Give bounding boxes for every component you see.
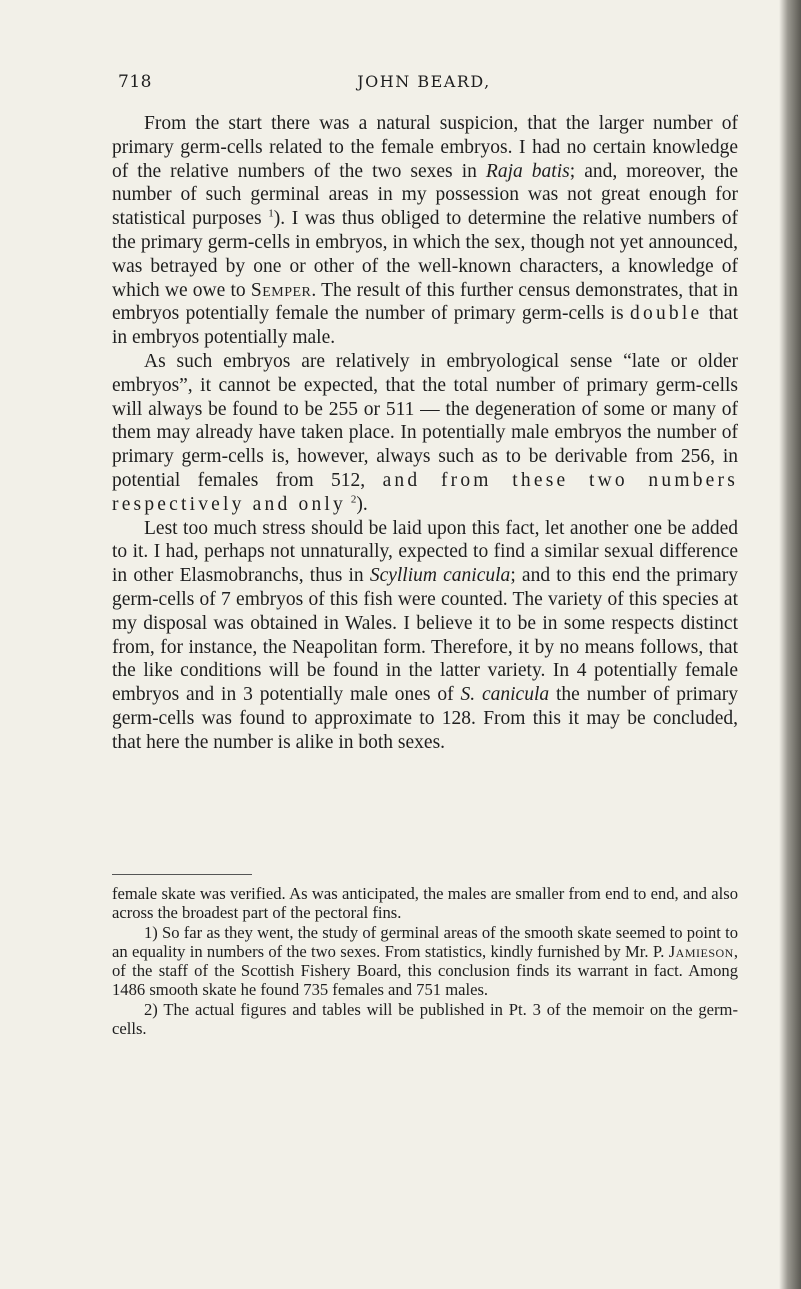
footnote-1 xyxy=(112,923,738,1000)
text-run: From the start there was a natural suspicion, that the larger number of primary germ-cells related to the female embryos. I had no certain knowledge of the relative numbers of the two sexes in xyxy=(112,113,738,182)
text-run: ; and to this end the primary germ-cells of 7 embryos of this fish were counted. The variety of this species at my disposal was obtained in Wales. I believe it to be in some respects distinct from, for instance, the Neapolitan form. Therefore, it by no means follows, that the like conditions will be found in the latter variety. In 4 potentially female embryos and in 3 potentially male ones of xyxy=(112,565,739,706)
footnotes xyxy=(112,884,738,1038)
footnote-rule xyxy=(112,874,252,875)
species-name: S. canicula xyxy=(460,684,550,706)
emphasis-spaced: double xyxy=(630,303,703,325)
text-run: ). I was thus obliged to determine the relative numbers of the primary germ-cells in embryos, in which the sex, though not yet announced, was betrayed by one or other of the well-known characters, a knowledge of which we owe to xyxy=(112,208,739,301)
emphasis-spaced: and from these two numbers respectively and only xyxy=(112,469,738,515)
text-run: , of the staff of the Scottish Fishery Board, this conclusion finds its warrant in fact. Among 1486 smooth skate he found 735 females and 751 males. xyxy=(112,941,738,1000)
species-name: Raja batis xyxy=(485,160,570,182)
page-edge-shadow xyxy=(779,0,801,1289)
text-run: As such embryos are relatively in embryological sense “late or older embryos”, it cannot be expected, that the total number of primary germ-cells will always be found to be 255 or 511 — the degeneration of some or many of them may already have taken place. In potentially male embryos the number of primary germ-cells is, however, always such as to be derivable from 256, in potential females from 512, xyxy=(112,350,738,491)
text-run: 1) So far as they went, the study of germinal areas of the smooth skate seemed to point to an equality in numbers of the two sexes. From statistics, kindly furnished by Mr. P. xyxy=(112,922,738,961)
author-name: Semper xyxy=(250,279,312,301)
text-run: ). xyxy=(356,493,368,515)
footnote-2: 2) The actual figures and tables will be published in Pt. 3 of the memoir on the germ-cells. xyxy=(112,999,738,1039)
paragraph-1 xyxy=(112,112,738,350)
species-name: Scyllium canicula xyxy=(369,565,511,587)
text-run: the number of primary germ-cells was found to approximate to 128. From this it may be concluded, that here the number is alike in both sexes. xyxy=(112,684,738,753)
running-head: JOHN BEARD, xyxy=(357,72,491,91)
text-run: . The result of this further census demonstrates, that in embryos potentially female the number of primary germ-cells is xyxy=(112,279,738,325)
text-run: Lest too much stress should be laid upon this fact, let another one be added to it. I had, perhaps not unnaturally, expected to find a similar sexual difference in other Elasmobranchs, thus in xyxy=(112,517,738,587)
paragraph-2 xyxy=(112,350,738,517)
body-text xyxy=(112,112,738,755)
page-number: 718 xyxy=(118,72,152,92)
text-run: ; and, moreover, the number of such germinal areas in my possession was not great enough for statistical purposes xyxy=(112,160,738,230)
author-name: Jamieson xyxy=(668,941,734,961)
footnote-ref-1: 1 xyxy=(268,207,274,220)
footnote-continuation: female skate was verified. As was anticipated, the males are smaller from end to end, and also across the broadest part of the pectoral fins. xyxy=(112,884,738,923)
page-header xyxy=(118,72,730,100)
paragraph-3 xyxy=(112,517,738,755)
text-run: that in embryos potentially male. xyxy=(112,303,738,349)
footnote-ref-2: 2 xyxy=(350,493,357,506)
